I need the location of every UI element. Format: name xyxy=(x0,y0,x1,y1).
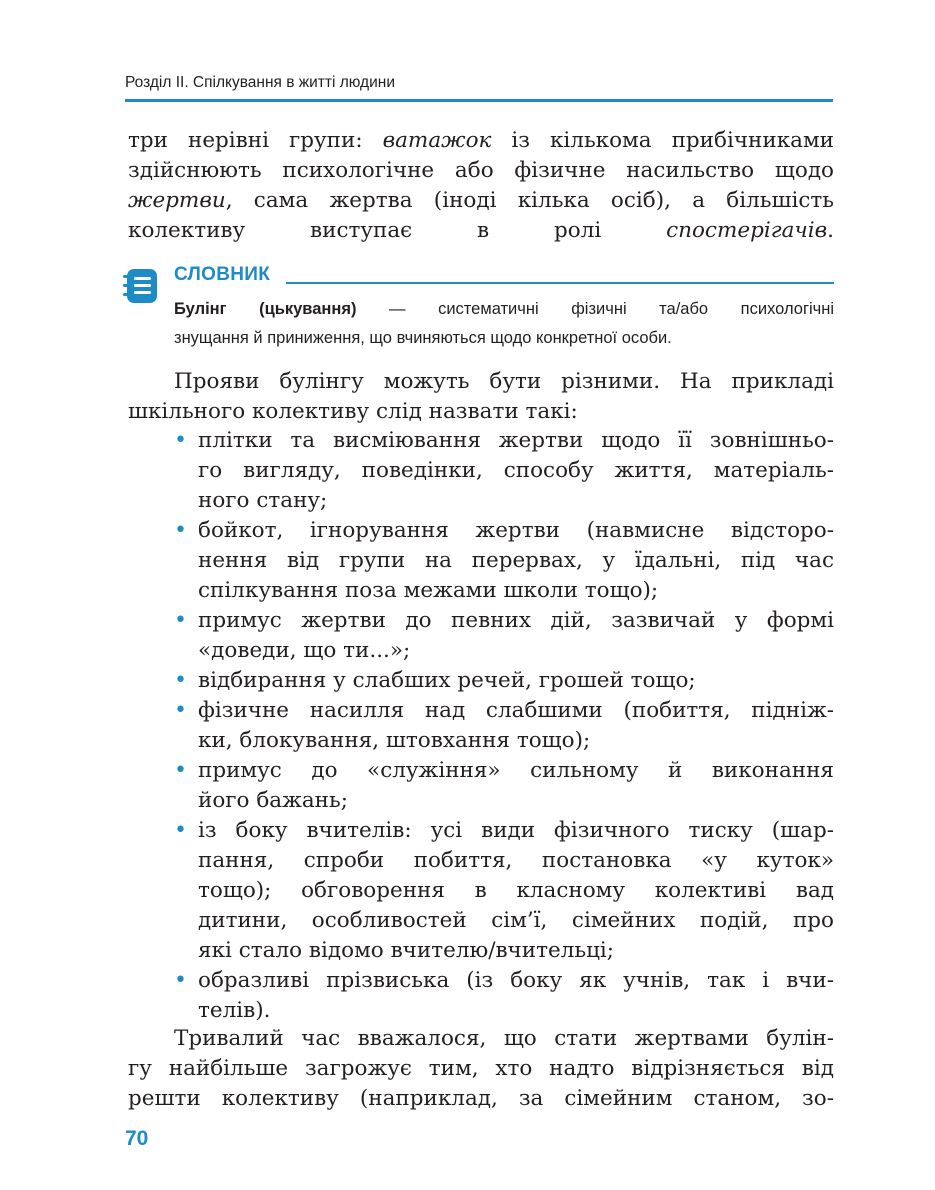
list-item-line: телів). xyxy=(198,998,271,1023)
emphasis-term: жертви xyxy=(128,188,226,213)
text-span: колективу виступає в ролі xyxy=(128,218,667,243)
list-item-line: дитини, особливостей сім’ї, сімейних подій, про xyxy=(198,908,834,933)
text-span: із кількома прибічниками xyxy=(491,128,834,153)
list-item-line: плітки та висміювання жертви щодо її зовнішньо- xyxy=(198,428,834,453)
bullet-marker: • xyxy=(174,758,187,783)
list-item-line: відбирання у слабших речей, грошей тощо; xyxy=(198,668,696,693)
paragraph-line: Тривалий час вважалося, що стати жертвами булін- xyxy=(174,1026,834,1051)
running-title: Розділ ІІ. Спілкування в житті людини xyxy=(125,74,395,91)
list-item xyxy=(128,816,834,966)
vocabulary-term: Булінг (цькування) xyxy=(174,300,357,318)
text-span: — систематичні фізичні та/або психологічні xyxy=(356,300,835,318)
bullet-marker: • xyxy=(174,968,187,993)
text-span: три нерівні групи: xyxy=(128,128,383,153)
list-item-line: його бажань; xyxy=(198,788,348,813)
list-item xyxy=(128,606,834,666)
list-item-line: примус жертви до певних дій, зазвичай у формі xyxy=(198,608,834,633)
text-span: , сама жертва (іноді кілька осіб), а більшість xyxy=(225,188,834,213)
paragraph-line: решти колективу (наприклад, за сімейним станом, зо- xyxy=(128,1086,834,1111)
vocabulary-definition xyxy=(174,295,834,353)
paragraph-manifestations xyxy=(128,367,834,427)
list-item-line: тощо); обговорення в класному колективі вад xyxy=(198,878,834,903)
paragraph-line: гу найбільше загрожує тим, хто надто відрізняється від xyxy=(128,1056,834,1081)
paragraph-line xyxy=(128,216,834,246)
paragraph-line: шкільного колективу слід назвати такі: xyxy=(128,399,578,424)
emphasis-term: ватажок xyxy=(382,128,492,153)
bullet-marker: • xyxy=(174,518,187,543)
paragraph-line: здійснюють психологічне або фізичне насильство щодо xyxy=(128,158,834,183)
notebook-icon xyxy=(122,268,158,304)
list-item xyxy=(128,516,834,606)
definition-line xyxy=(174,295,834,324)
list-item-line: пання, спроби побиття, постановка «у куток» xyxy=(198,848,834,873)
bullet-marker: • xyxy=(174,818,187,843)
list-item-line: образливі прізвиська (із боку як учнів, так і вчи- xyxy=(198,968,834,993)
list-item-line: бойкот, ігнорування жертви (навмисне відсторо- xyxy=(198,518,834,543)
page-number: 70 xyxy=(125,1127,149,1150)
vocabulary-rule xyxy=(286,282,834,284)
header-rule xyxy=(125,99,833,102)
paragraph-line: Прояви булінгу можуть бути різними. На прикладі xyxy=(174,369,834,394)
list-item xyxy=(128,756,834,816)
paragraph-line xyxy=(128,126,834,156)
list-item xyxy=(128,966,834,1026)
bullet-marker: • xyxy=(174,428,187,453)
list-item-line: ного стану; xyxy=(198,488,328,513)
list-item xyxy=(128,696,834,756)
list-item-line: примус до «служіння» сильному й виконання xyxy=(198,758,834,783)
list-item xyxy=(128,666,834,696)
list-item-line: із боку вчителів: усі види фізичного тиску (шар- xyxy=(198,818,834,843)
vocabulary-title: СЛОВНИК xyxy=(174,264,271,285)
definition-line: знущання й приниження, що вчиняються щодо конкретної особи. xyxy=(174,329,672,347)
list-item-line: фізичне насилля над слабшими (побиття, підніж- xyxy=(198,698,834,723)
emphasis-term: спостерігачів xyxy=(666,218,828,243)
list-item-line: які стало відомо вчителю/вчительці; xyxy=(198,938,615,963)
list-item-line: го вигляду, поведінки, способу життя, матеріаль- xyxy=(198,458,834,483)
list-item-line: нення від групи на перервах, у їдальні, під час xyxy=(198,548,834,573)
bullet-marker: • xyxy=(174,608,187,633)
text-span: . xyxy=(827,218,834,243)
paragraph-intro xyxy=(128,126,834,246)
bullet-marker: • xyxy=(174,668,187,693)
list-item xyxy=(128,426,834,516)
paragraph-conclusion xyxy=(128,1024,834,1114)
list-item-line: ки, блокування, штовхання тощо); xyxy=(198,728,591,753)
paragraph-line xyxy=(128,186,834,216)
bullying-forms-list xyxy=(128,426,834,1026)
list-item-line: «доведи, що ти...»; xyxy=(198,638,411,663)
bullet-marker: • xyxy=(174,698,187,723)
list-item-line: спілкування поза межами школи тощо); xyxy=(198,578,659,603)
